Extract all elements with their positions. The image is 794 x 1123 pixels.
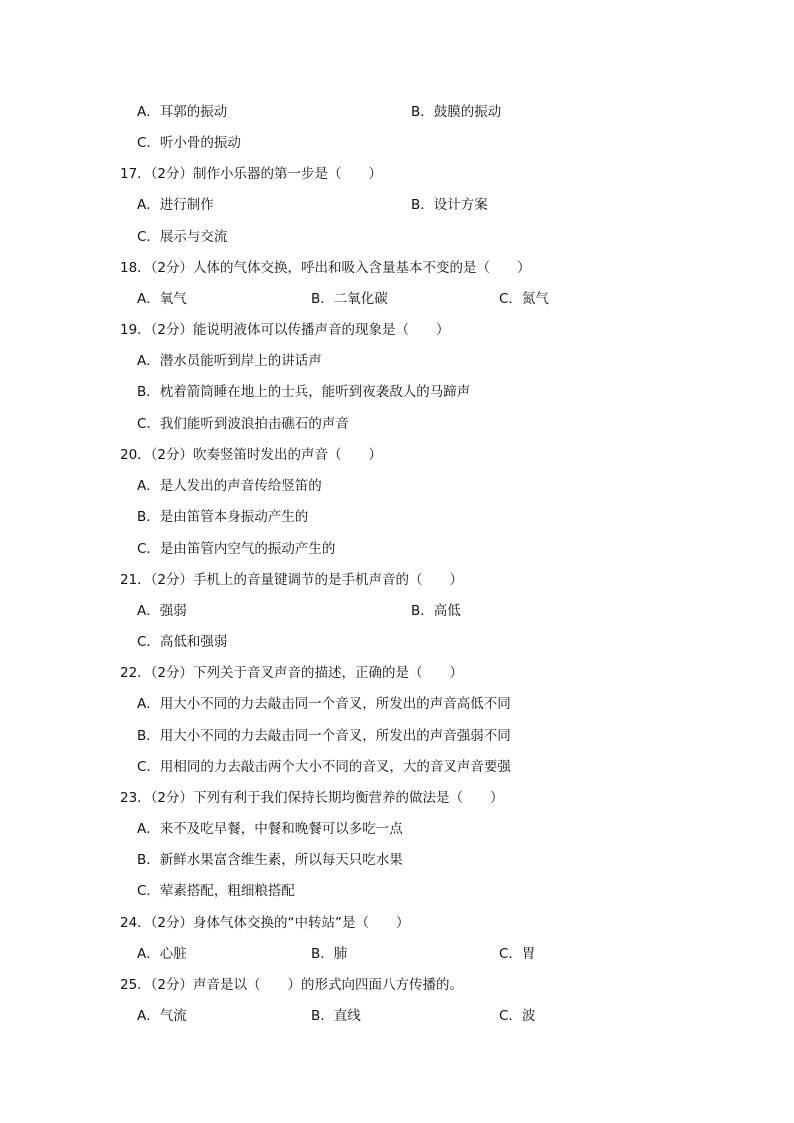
- q21-option-b: B．高低: [411, 603, 461, 619]
- q18-option-a: A．氧气: [137, 291, 187, 307]
- q16-option-a: A．耳郭的振动: [137, 104, 228, 120]
- q23-stem: 23．（2分）下列有利于我们保持长期均衡营养的做法是（ ）: [120, 790, 504, 806]
- q22-option-c: C．用相同的力去敲击两个大小不同的音叉，大的音叉声音要强: [137, 759, 511, 775]
- q24-option-b: B．肺: [311, 946, 348, 962]
- q16-option-c: C．听小骨的振动: [137, 135, 241, 151]
- q23-option-b: B．新鲜水果富含维生素，所以每天只吃水果: [137, 852, 403, 868]
- q17-option-b: B．设计方案: [411, 197, 488, 213]
- q17-option-c: C．展示与交流: [137, 229, 228, 245]
- q22-option-b: B．用大小不同的力去敲击同一个音叉，所发出的声音强弱不同: [137, 728, 511, 744]
- q22-option-a: A．用大小不同的力去敲击同一个音叉，所发出的声音高低不同: [137, 696, 511, 712]
- q20-option-b: B．是由笛管本身振动产生的: [137, 509, 309, 525]
- q17-option-a: A．进行制作: [137, 197, 214, 213]
- q18-stem: 18．（2分）人体的气体交换，呼出和吸入含量基本不变的是（ ）: [120, 260, 531, 276]
- q19-stem: 19．（2分）能说明液体可以传播声音的现象是（ ）: [120, 322, 450, 338]
- q19-option-a: A．潜水员能听到岸上的讲话声: [137, 353, 322, 369]
- q25-option-a: A．气流: [137, 1008, 187, 1024]
- q24-option-a: A．心脏: [137, 946, 187, 962]
- q25-stem: 25．（2分）声音是以（ ）的形式向四面八方传播的。: [120, 977, 464, 993]
- q20-stem: 20．（2分）吹奏竖笛时发出的声音（ ）: [120, 447, 383, 463]
- q21-option-c: C．高低和强弱: [137, 634, 228, 650]
- q21-stem: 21．（2分）手机上的音量键调节的是手机声音的（ ）: [120, 572, 464, 588]
- q21-option-a: A．强弱: [137, 603, 187, 619]
- q16-option-b: B．鼓膜的振动: [411, 104, 502, 120]
- q18-option-b: B．二氧化碳: [311, 291, 388, 307]
- q22-stem: 22．（2分）下列关于音叉声音的描述，正确的是（ ）: [120, 665, 464, 681]
- q24-option-c: C．胃: [499, 946, 536, 962]
- q20-option-c: C．是由笛管内空气的振动产生的: [137, 541, 336, 557]
- q20-option-a: A．是人发出的声音传给竖笛的: [137, 478, 322, 494]
- q23-option-a: A．来不及吃早餐，中餐和晚餐可以多吃一点: [137, 821, 403, 837]
- q18-option-c: C．氮气: [499, 291, 549, 307]
- q19-option-b: B．枕着箭筒睡在地上的士兵，能听到夜袭敌人的马蹄声: [137, 384, 471, 400]
- q25-option-b: B．直线: [311, 1008, 361, 1024]
- q17-stem: 17．（2分）制作小乐器的第一步是（ ）: [120, 166, 383, 182]
- q25-option-c: C．波: [499, 1008, 536, 1024]
- q19-option-c: C．我们能听到波浪拍击礁石的声音: [137, 416, 349, 432]
- q24-stem: 24．（2分）身体气体交换的“中转站”是（ ）: [120, 915, 410, 931]
- q23-option-c: C．荤素搭配，粗细粮搭配: [137, 883, 295, 899]
